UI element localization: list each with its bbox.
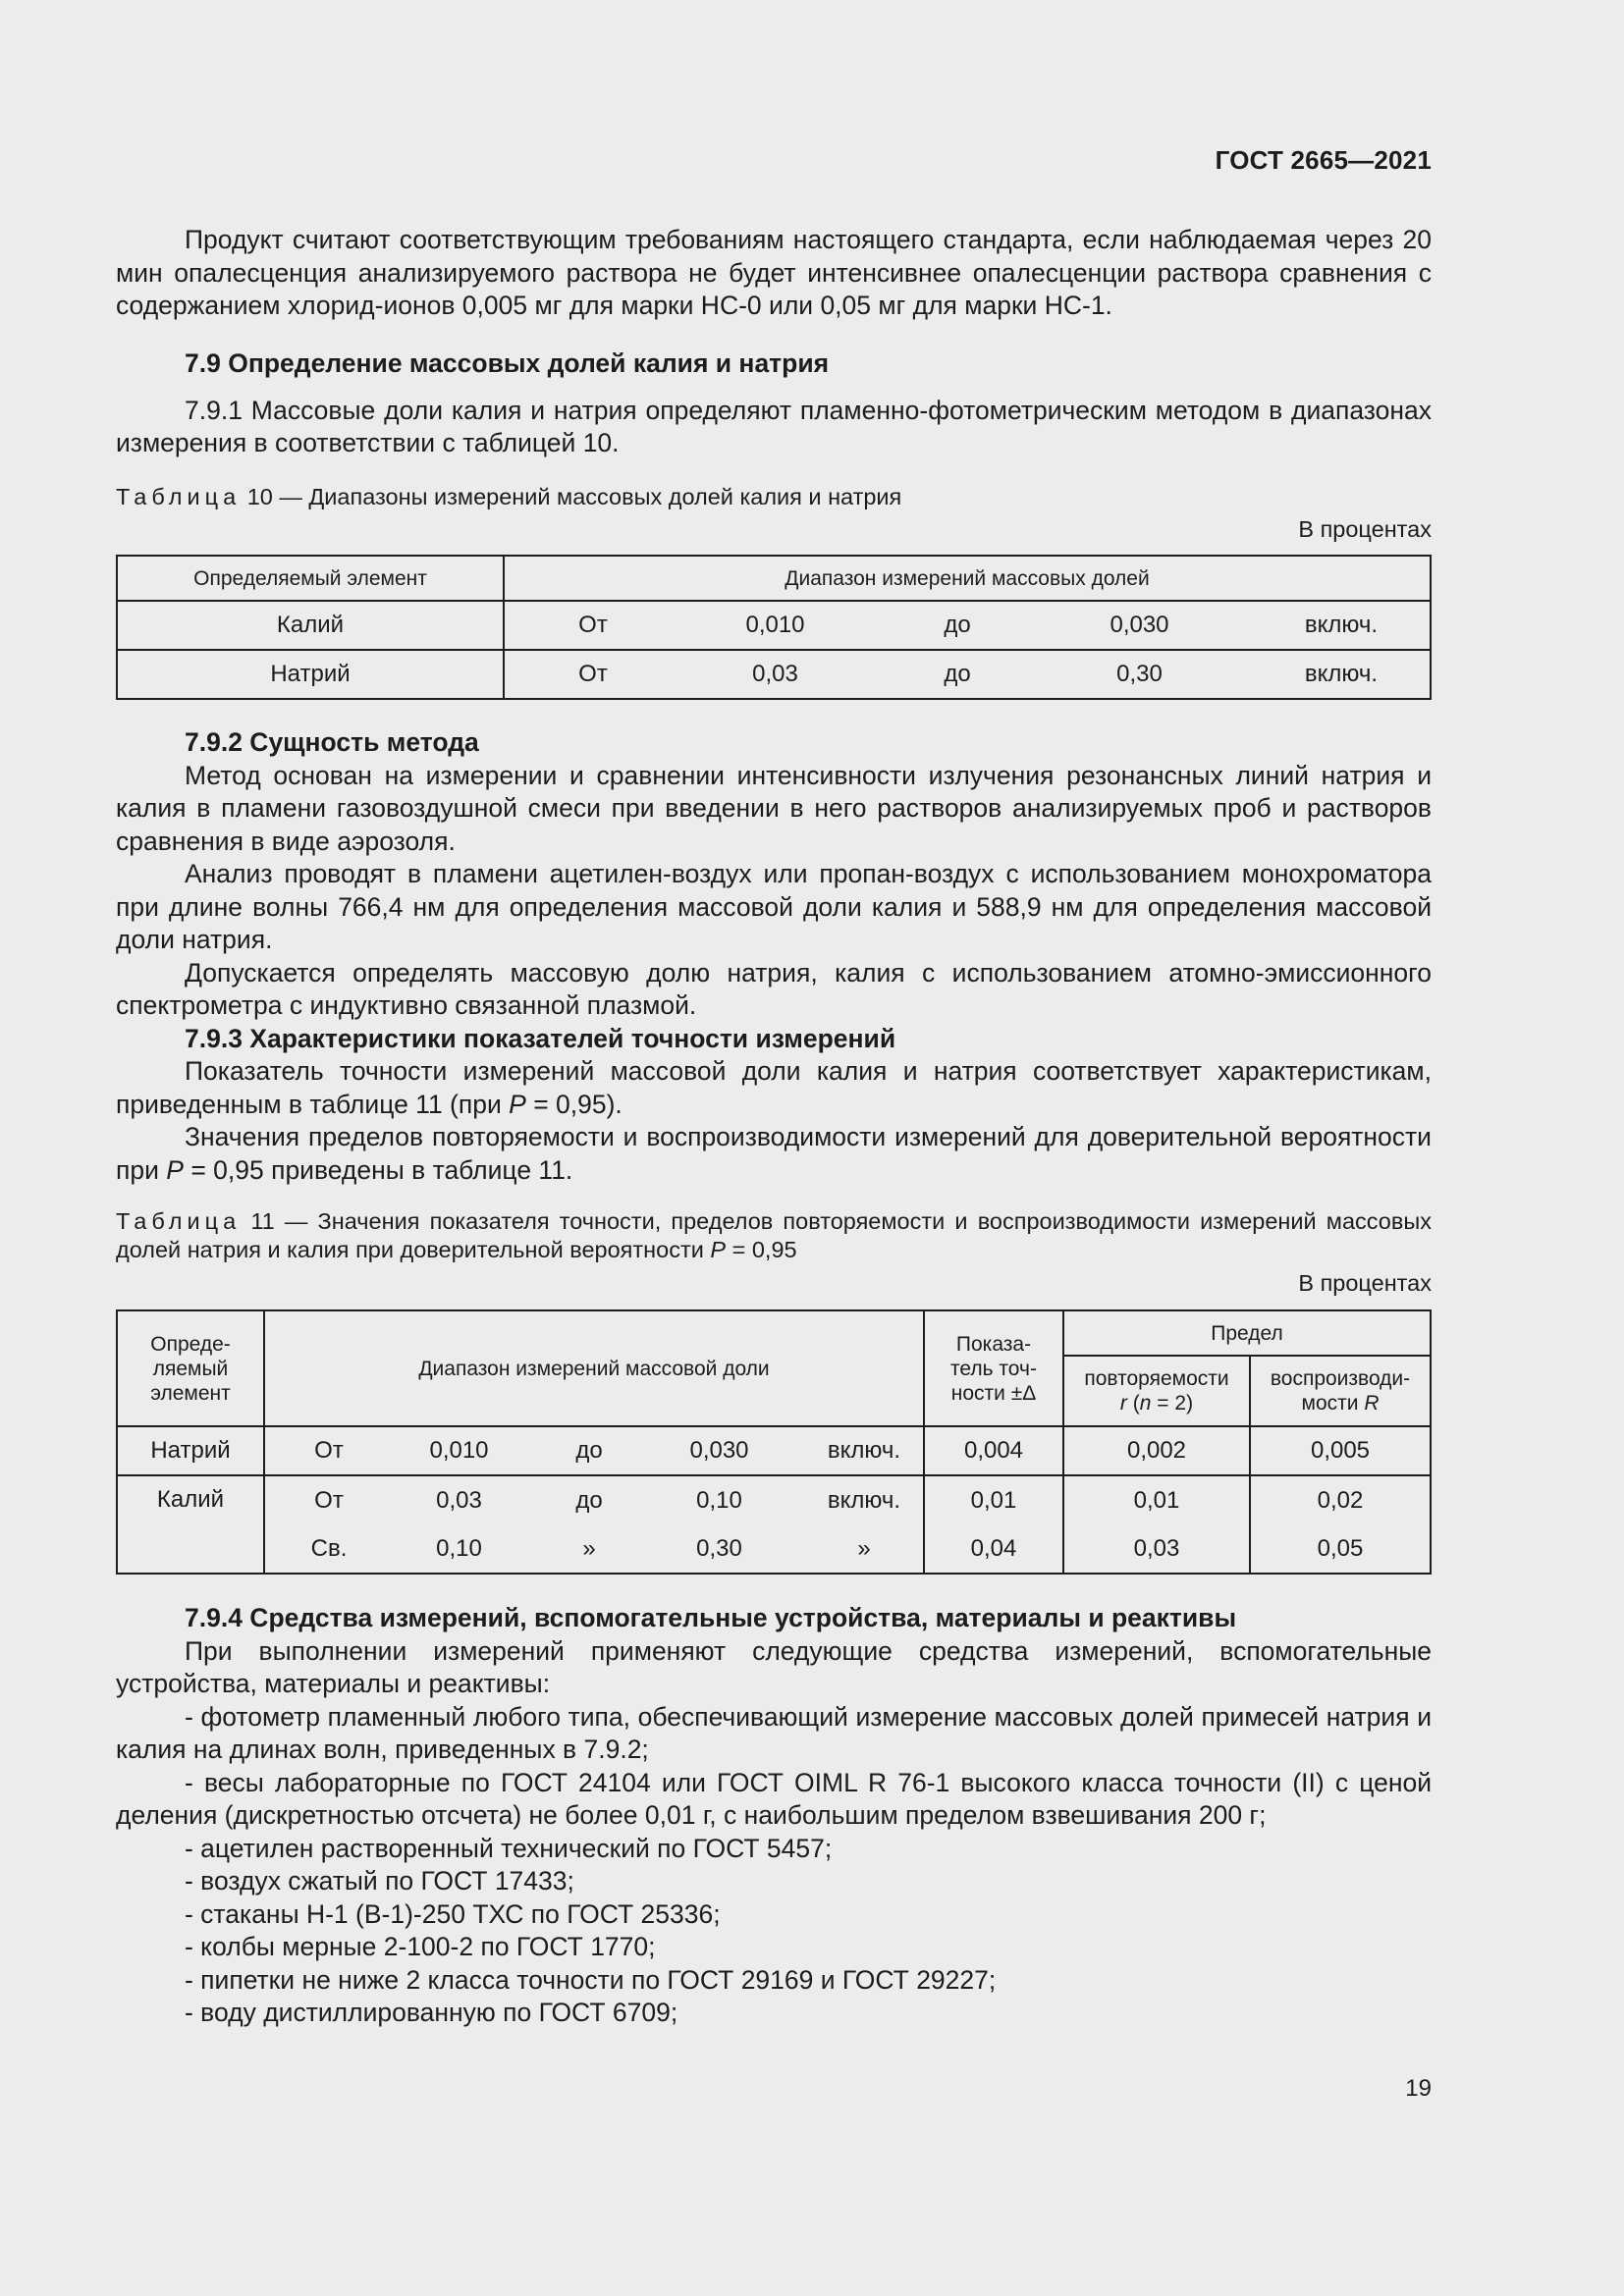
table-10-cell-range — [504, 650, 1431, 699]
section-7-9-3-paragraph-1: Показатель точности измерений массовой доли калия и натрия соответствует характеристикам, приведенным в таблице 11 (при P = 0,95). — [116, 1056, 1432, 1119]
range-value-high: 0,30 — [1116, 661, 1163, 687]
table-11-cell-range: От 0,03 до 0,10 включ. — [264, 1475, 924, 1524]
table-10-cell-range — [504, 601, 1431, 650]
section-7-9-4-paragraph: При выполнении измерений применяют следующие средства измерений, вспомогательные устройства, материалы и реактивы: — [116, 1635, 1432, 1698]
table-10-label: Таблица — [116, 484, 242, 509]
table-11-cell-range: От 0,010 до 0,030 включ. — [264, 1426, 924, 1475]
document-page — [116, 0, 1432, 2296]
section-7-9-4 — [116, 1602, 1432, 2030]
range-to: до — [944, 661, 971, 687]
table-10-title: 10 — Диапазоны измерений массовых долей калия и натрия — [246, 484, 902, 509]
table-11-cell-reproducibility: 0,005 — [1250, 1426, 1431, 1475]
range-inclusive: включ. — [1304, 612, 1379, 638]
section-7-9-2-paragraph-1: Метод основан на измерении и сравнении интенсивности излучения резонансных линий натрия и калия в пламени газовоздушной смеси при введении в него растворов анализируемых проб и растворов сравнения в виде аэрозоля. — [116, 760, 1432, 856]
table-10-col-range: Диапазон измерений массовых долей — [504, 556, 1431, 601]
table-11-cell-element: Натрий — [117, 1426, 264, 1475]
range-to: до — [944, 612, 971, 638]
table-11-col-element: Опреде- ляемый элемент — [117, 1310, 264, 1426]
list-item: - весы лабораторные по ГОСТ 24104 или ГОСТ OIML R 76-1 высокого класса точности (II) с ценой деления (дискретностью отсчета) не более 0,01 г, с наибольшим пределом взвешивания 200 г; — [116, 1767, 1432, 1830]
range-inclusive: включ. — [1304, 661, 1379, 687]
list-item: - воду дистиллированную по ГОСТ 6709; — [185, 1998, 678, 2027]
range-from: От — [578, 612, 608, 638]
section-7-9-3-paragraph-2: Значения пределов повторяемости и воспроизводимости измерений для доверительной вероятности при P = 0,95 приведены в таблице 11. — [116, 1122, 1432, 1185]
table-11-cell-range: Св. 0,10 » 0,30 » — [264, 1524, 924, 1574]
table-11-col-reproducibility: воспроизводи- мости R — [1250, 1356, 1431, 1426]
table-11-units: В процентах — [1298, 1270, 1432, 1296]
section-7-9-3-heading: 7.9.3 Характеристики показателей точности измерений — [185, 1023, 896, 1053]
list-item: - воздух сжатый по ГОСТ 17433; — [185, 1866, 574, 1896]
table-11-cell-repeatability: 0,03 — [1063, 1524, 1250, 1574]
table-11-cell-repeatability: 0,01 — [1063, 1475, 1250, 1524]
page-number: 19 — [1405, 2075, 1432, 2102]
section-7-9-4-heading: 7.9.4 Средства измерений, вспомогательные устройства, материалы и реактивы — [185, 1603, 1237, 1632]
table-header-row — [117, 556, 1431, 601]
table-11-cell-accuracy: 0,004 — [924, 1426, 1063, 1475]
section-7-9-2-heading: 7.9.2 Сущность метода — [185, 727, 479, 757]
list-item: - стаканы Н-1 (В-1)-250 ТХС по ГОСТ 25336; — [185, 1898, 721, 1929]
list-item: - фотометр пламенный любого типа, обеспечивающий измерение массовых долей примесей натрия и калия на длинах волн, приведенных в 7.9.2; — [116, 1701, 1432, 1764]
table-10-cell-element: Калий — [117, 601, 504, 650]
table-11-col-accuracy: Показа- тель точ- ности ±Δ — [924, 1310, 1063, 1426]
section-7-9-2 — [116, 726, 1432, 1187]
table-11-cell-repeatability: 0,002 — [1063, 1426, 1250, 1475]
table-10-cell-element: Натрий — [117, 650, 504, 699]
table-header-row — [117, 1310, 1431, 1356]
section-7-9-1-paragraph: 7.9.1 Массовые доли калия и натрия определяют пламенно-фотометрическим методом в диапазонах измерения в соответствии с таблицей 10. — [116, 395, 1432, 457]
intro-section — [116, 224, 1432, 323]
list-item: - пипетки не ниже 2 класса точности по ГОСТ 29169 и ГОСТ 29227; — [185, 1964, 997, 1995]
section-7-9 — [116, 347, 1432, 460]
table-11-cell-accuracy: 0,01 — [924, 1475, 1063, 1524]
table-row — [117, 1426, 1431, 1475]
table-11-cell-element: Калий — [117, 1475, 264, 1574]
table-10-units: В процентах — [1298, 516, 1432, 542]
table-row — [117, 650, 1431, 699]
table-row — [117, 1475, 1431, 1524]
range-value-low: 0,010 — [745, 612, 805, 638]
range-value-low: 0,03 — [752, 661, 798, 687]
table-11-col-range: Диапазон измерений массовой доли — [264, 1310, 924, 1426]
list-item: - колбы мерные 2-100-2 по ГОСТ 1770; — [185, 1932, 656, 1961]
range-value-high: 0,030 — [1110, 612, 1169, 638]
table-11-col-limit: Предел — [1063, 1310, 1431, 1356]
section-7-9-2-paragraph-3: Допускается определять массовую долю натрия, калия с использованием атомно-эмиссионного спектрометра с индуктивно связанной плазмой. — [116, 957, 1432, 1020]
table-11-title: Таблица 11 — Значения показателя точности, пределов повторяемости и воспроизводимости измерений массовых долей натрия и калия при доверительной вероятности P = 0,95 — [116, 1208, 1432, 1262]
document-id: ГОСТ 2665—2021 — [1215, 145, 1432, 175]
list-item: - ацетилен растворенный технический по ГОСТ 5457; — [185, 1833, 833, 1863]
table-11-cell-reproducibility: 0,05 — [1250, 1524, 1431, 1574]
table-11-col-repeatability: повторяемости r (n = 2) — [1063, 1356, 1250, 1426]
table-10-caption — [116, 483, 1432, 544]
table-11-caption — [116, 1207, 1432, 1298]
section-7-9-2-paragraph-2: Анализ проводят в пламени ацетилен-воздух или пропан-воздух с использованием монохроматора при длине волны 766,4 нм для определения массовой доли калия и 588,9 нм для определения массовой доли натрия. — [116, 859, 1432, 954]
section-7-9-heading: 7.9 Определение массовых долей калия и натрия — [185, 348, 830, 378]
table-11-cell-accuracy: 0,04 — [924, 1524, 1063, 1574]
table-10 — [116, 555, 1432, 700]
table-10-col-element: Определяемый элемент — [117, 556, 504, 601]
table-11-cell-reproducibility: 0,02 — [1250, 1475, 1431, 1524]
range-from: От — [578, 661, 608, 687]
table-row — [117, 601, 1431, 650]
table-11 — [116, 1309, 1432, 1575]
table-row — [117, 1524, 1431, 1574]
intro-paragraph: Продукт считают соответствующим требованиям настоящего стандарта, если наблюдаемая через 20 мин опалесценция анализируемого раствора не будет интенсивнее опалесценции раствора сравнения с содержанием хлорид-ионов 0,005 мг для марки НС-0 или 0,05 мг для марки НС-1. — [116, 225, 1432, 320]
